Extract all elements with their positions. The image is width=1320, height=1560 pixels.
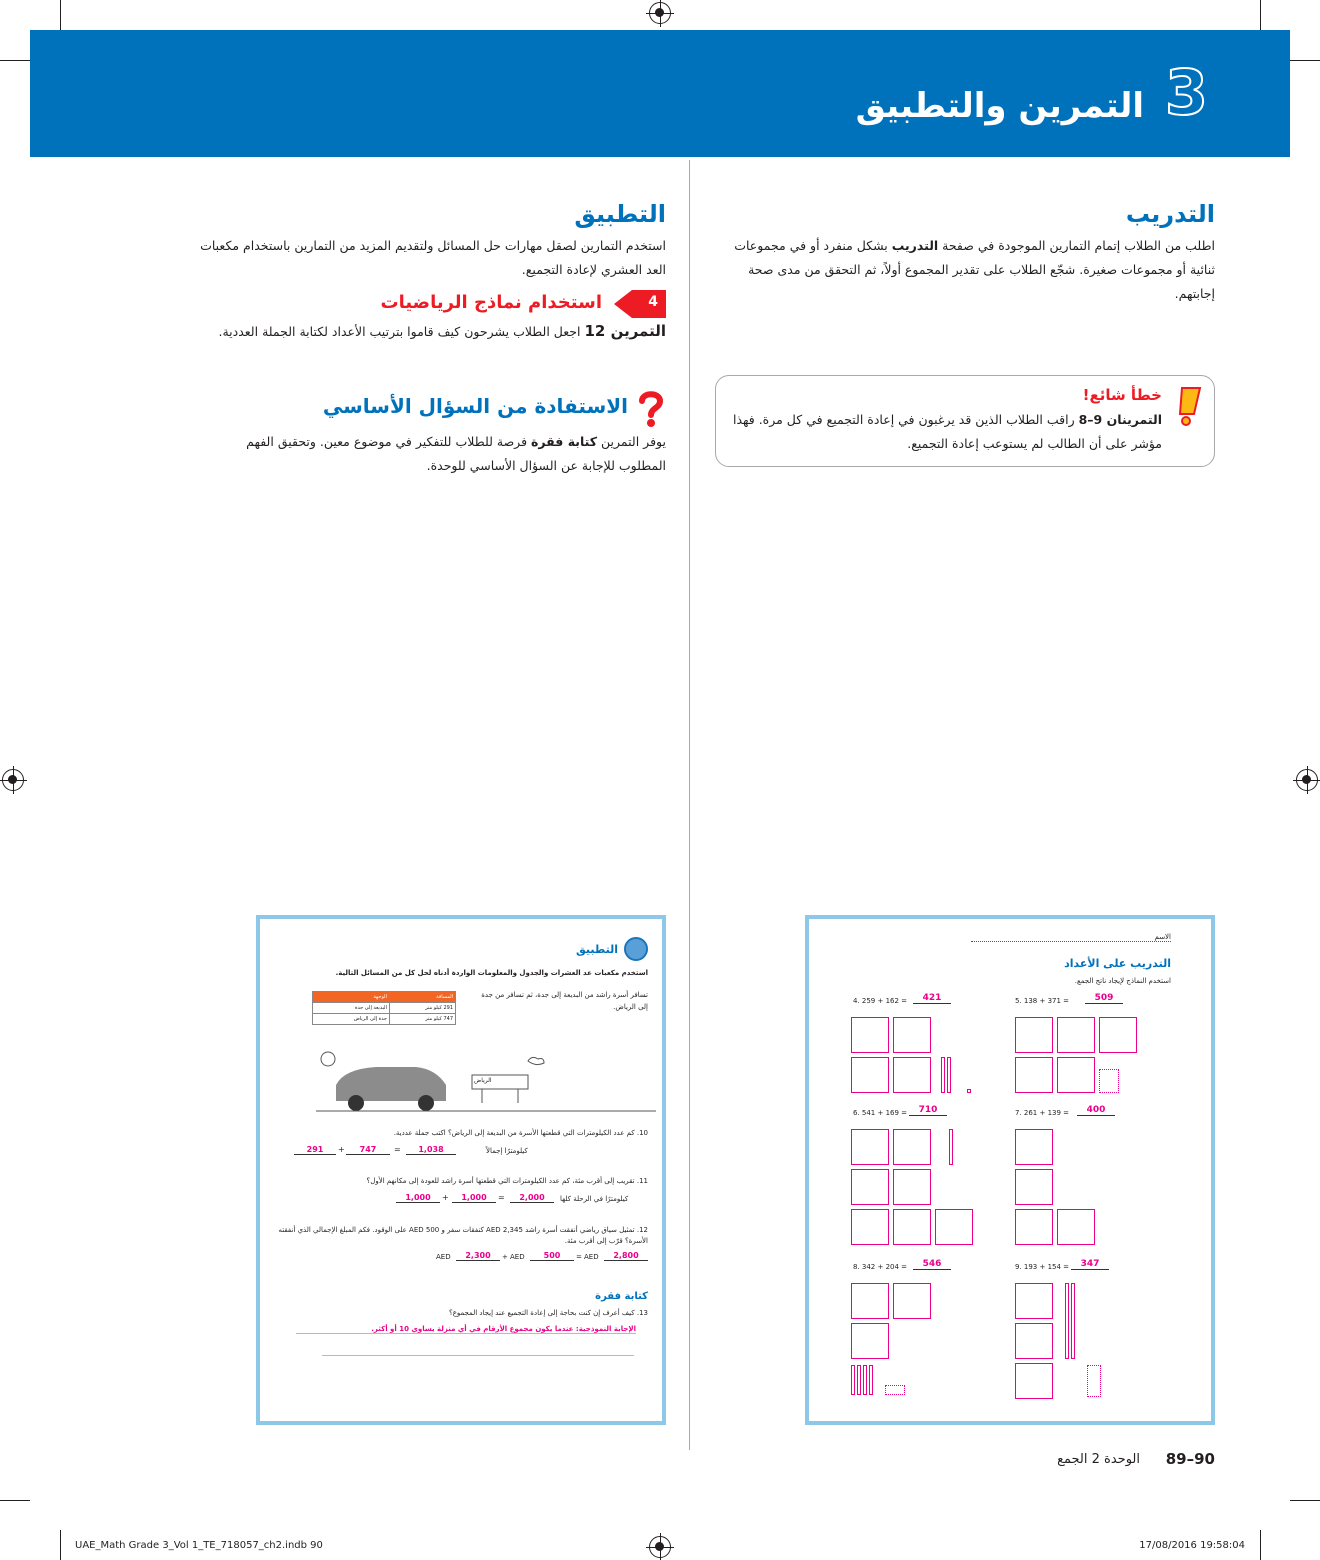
hundreds-block	[893, 1017, 931, 1053]
practice-section	[200, 200, 666, 343]
answer-unit: كيلومترًا في الرحلة كلها	[560, 1195, 629, 1203]
common-error-title: خطأ شائع!	[1082, 386, 1162, 404]
hundreds-block	[851, 1283, 889, 1319]
registration-mark-icon	[649, 1536, 671, 1558]
question-13: 13. كيف أعرف إن كنت بحاجة إلى إعادة التجميع عند إيجاد المجموع؟	[448, 1309, 648, 1317]
common-error-box	[715, 375, 1215, 467]
answer-value: 500	[530, 1251, 574, 1261]
problem-answer: 546	[913, 1259, 951, 1270]
print-slug-date: 17/08/2016 19:58:04	[1139, 1540, 1245, 1551]
answer-value: 1,038	[406, 1145, 456, 1155]
hundreds-block	[1015, 1017, 1053, 1053]
step-title: استخدام نماذج الرياضيات	[380, 292, 602, 313]
answer-value: 1,000	[452, 1193, 496, 1203]
answer-unit: كيلومترًا إجمالاً	[486, 1147, 528, 1155]
question-11: 11. تقريب إلى أقرب مئة، كم عدد الكيلومترات التي قطعتها أسرة راشد للعودة إلى مكانهم الأول؟	[366, 1177, 648, 1185]
hundreds-block	[851, 1169, 889, 1205]
hundreds-block	[1015, 1363, 1053, 1399]
ones-cube-group	[1099, 1069, 1119, 1093]
crop-mark	[1260, 0, 1261, 30]
differentiation-text	[715, 234, 1215, 306]
problem-answer: 400	[1077, 1105, 1115, 1116]
common-error-text	[732, 408, 1162, 456]
problem-answer: 710	[909, 1105, 947, 1116]
chapter-banner	[30, 30, 1290, 157]
hundreds-block	[1057, 1057, 1095, 1093]
tens-rod	[941, 1057, 945, 1093]
table-header: الوجهة	[313, 992, 390, 1003]
differentiation-page-thumbnail	[805, 915, 1215, 1425]
practice-title: التطبيق	[574, 200, 666, 228]
crop-mark	[60, 0, 61, 30]
step-number: 4	[648, 294, 658, 310]
registration-mark-icon	[1296, 769, 1318, 791]
thumb-heading: التدريب على الأعداد	[1064, 957, 1171, 970]
hundreds-block	[1015, 1209, 1053, 1245]
answer-value: 2,300	[456, 1251, 500, 1261]
problem-label: 8. 342 + 204 =	[853, 1263, 908, 1271]
problem-label: 9. 193 + 154 =	[1015, 1263, 1070, 1271]
hundreds-block	[1015, 1283, 1053, 1319]
answer-value: 747	[346, 1145, 390, 1155]
differentiation-title: التدريب	[1125, 200, 1215, 228]
tens-rod	[949, 1129, 953, 1165]
globe-icon	[624, 937, 648, 961]
question-10-answer: كيلومترًا إجمالاً 1,038 = 747 + 291	[316, 1145, 656, 1161]
exclamation-icon	[1174, 386, 1202, 426]
text-bold: التدريب	[891, 238, 939, 253]
hundreds-block	[851, 1323, 889, 1359]
problem-label: 4. 259 + 162 =	[853, 997, 908, 1005]
tens-rod	[863, 1365, 867, 1395]
unit-label: الوحدة 2 الجمع	[1057, 1452, 1140, 1467]
differentiation-section	[715, 200, 1215, 306]
crop-mark	[1260, 1530, 1261, 1560]
registration-mark-icon	[2, 769, 24, 791]
tens-rod	[857, 1365, 861, 1395]
table-header: المسافة	[389, 992, 455, 1003]
hundreds-block	[893, 1129, 931, 1165]
essential-question-title: الاستفادة من السؤال الأساسي	[322, 394, 628, 418]
hundreds-block	[851, 1129, 889, 1165]
text-part: راقب الطلاب الذين قد يرغبون في إعادة التجميع في كل مرة. فهذا مؤشر على أن الطالب لم يستوعب إعادة التجميع.	[732, 412, 1162, 451]
question-11-answer: كيلومترًا في الرحلة كلها 2,000 = 1,000 + 1,000	[430, 1193, 650, 1209]
text-part: اجعل الطلاب يشرحون كيف قاموا بترتيب الأعداد لكتابة الجملة العددية.	[218, 324, 585, 339]
tens-rod	[1071, 1283, 1075, 1359]
sign-label: الرياض	[474, 1077, 492, 1084]
hundreds-block	[1057, 1017, 1095, 1053]
tens-rod	[1065, 1283, 1069, 1359]
thumb-instructions: استخدم مكعبات عد العشرات والجدول والمعلومات الواردة أدناه لحل كل من المسائل التالية.	[335, 969, 648, 977]
tens-rod	[869, 1365, 873, 1395]
ones-cube-group	[1087, 1365, 1101, 1397]
text-part: فرصة للطلاب للتفكير في موضوع معين. وتحقيق الفهم المطلوب للإجابة عن السؤال الأساسي للوحدة.	[246, 434, 666, 473]
answer-value: 1,000	[396, 1193, 440, 1203]
exercise-12-note	[200, 320, 666, 343]
text-bold: كتابة فقرة	[531, 434, 598, 449]
crop-mark	[1290, 1500, 1320, 1501]
currency-label: AED	[436, 1253, 451, 1261]
print-slug-file: UAE_Math Grade 3_Vol 1_TE_718057_ch2.indb 90	[75, 1540, 323, 1551]
answer-value: 291	[294, 1145, 336, 1155]
problem-answer: 509	[1085, 993, 1123, 1004]
ones-cube-group	[885, 1385, 905, 1395]
text-part: اطلب من الطلاب إتمام التمارين الموجودة في صفحة	[938, 238, 1215, 253]
problem-label: 7. 261 + 139 =	[1015, 1109, 1070, 1117]
problem-answer: 347	[1071, 1259, 1109, 1270]
text-part: بشكل منفرد أو في مجموعات ثنائية أو مجموعات صغيرة. شجّع الطلاب على تقدير المجموع أولاً، ثم التحقق من مدى صحة إجابتهم.	[734, 238, 1215, 301]
thumb-story: تسافر أسرة راشد من البديعة إلى جدة، ثم تسافر من جدة إلى الرياض.	[481, 991, 648, 1011]
text-bold: التمرين 12	[584, 322, 666, 340]
crop-mark	[0, 1500, 30, 1501]
hundreds-block	[893, 1057, 931, 1093]
currency-label: AED	[510, 1253, 525, 1261]
banner-title: التمرين والتطبيق	[855, 86, 1144, 126]
name-field-label: الاسم	[971, 933, 1171, 942]
crop-mark	[1290, 60, 1320, 61]
table-cell: 291 كيلو متر	[389, 1003, 455, 1014]
distance-table	[312, 991, 456, 1025]
text-part: يوفر التمرين	[597, 434, 666, 449]
answer-value: 2,000	[510, 1193, 554, 1203]
hundreds-block	[1057, 1209, 1095, 1245]
answer-line	[322, 1355, 634, 1356]
math-practice-row	[200, 290, 666, 318]
hundreds-block	[1015, 1057, 1053, 1093]
hundreds-block	[851, 1209, 889, 1245]
hundreds-block	[1015, 1169, 1053, 1205]
text-bold: التمرينان 9–8	[1078, 412, 1162, 427]
thumb-instructions: استخدم النماذج لإيجاد ناتج الجمع.	[1074, 977, 1171, 985]
question-12: 12. تمثيل سياق رياضي أنفقت أسرة راشد AED 2,345 كنفقات سفر و AED 500 على الوقود. فكم المبلغ الإجمالي الذي أنفقته الأسرة؟ قرّب إلى أقرب مئة.	[278, 1226, 648, 1245]
hundreds-block	[935, 1209, 973, 1245]
question-13-answer: الإجابة النموذجية: عندما يكون مجموع الأرقام في أي منزلة يساوي 10 أو أكثر.	[296, 1325, 636, 1334]
page-numbers: 89–90	[1165, 1450, 1215, 1468]
question-12-answer: AED 2,300 + AED 500 = AED 2,800	[436, 1251, 656, 1267]
answer-value: 2,800	[604, 1251, 648, 1261]
crop-mark	[60, 1530, 61, 1560]
table-cell: 747 كيلو متر	[389, 1014, 455, 1025]
writing-heading: كتابة فقرة	[595, 1291, 648, 1302]
hundreds-block	[1015, 1323, 1053, 1359]
column-divider	[689, 160, 690, 1450]
essential-question-text	[200, 430, 666, 478]
practice-text: استخدم التمارين لصقل مهارات حل المسائل ولتقديم المزيد من التمارين باستخدام مكعبات العد العشري لإعادة التجميع.	[200, 238, 666, 277]
road-trip-illustration	[316, 1049, 656, 1119]
hundreds-block	[893, 1169, 931, 1205]
currency-label: AED	[584, 1253, 599, 1261]
ones-cube	[967, 1089, 971, 1093]
hundreds-block	[851, 1017, 889, 1053]
essential-question-section	[200, 390, 666, 478]
problem-label: 5. 138 + 371 =	[1015, 997, 1070, 1005]
question-mark-icon	[636, 390, 666, 428]
practice-page-thumbnail	[256, 915, 666, 1425]
hundreds-block	[893, 1283, 931, 1319]
question-10: 10. كم عدد الكيلومترات التي قطعتها الأسرة من البديعة إلى الرياض؟ اكتب جملة عددية.	[393, 1129, 648, 1137]
problem-answer: 421	[913, 993, 951, 1004]
thumb-heading: التطبيق	[575, 943, 618, 956]
essential-question-header	[200, 390, 666, 428]
table-cell: جدة إلى الرياض	[313, 1014, 390, 1025]
hundreds-block	[851, 1057, 889, 1093]
banner-number: 3	[1164, 56, 1208, 129]
registration-mark-icon	[649, 2, 671, 24]
hundreds-block	[1099, 1017, 1137, 1053]
hundreds-block	[893, 1209, 931, 1245]
table-cell: البديعة إلى جدة	[313, 1003, 390, 1014]
tens-rod	[851, 1365, 855, 1395]
problem-label: 6. 541 + 169 =	[853, 1109, 908, 1117]
hundreds-block	[1015, 1129, 1053, 1165]
tens-rod	[947, 1057, 951, 1093]
crop-mark	[0, 60, 30, 61]
